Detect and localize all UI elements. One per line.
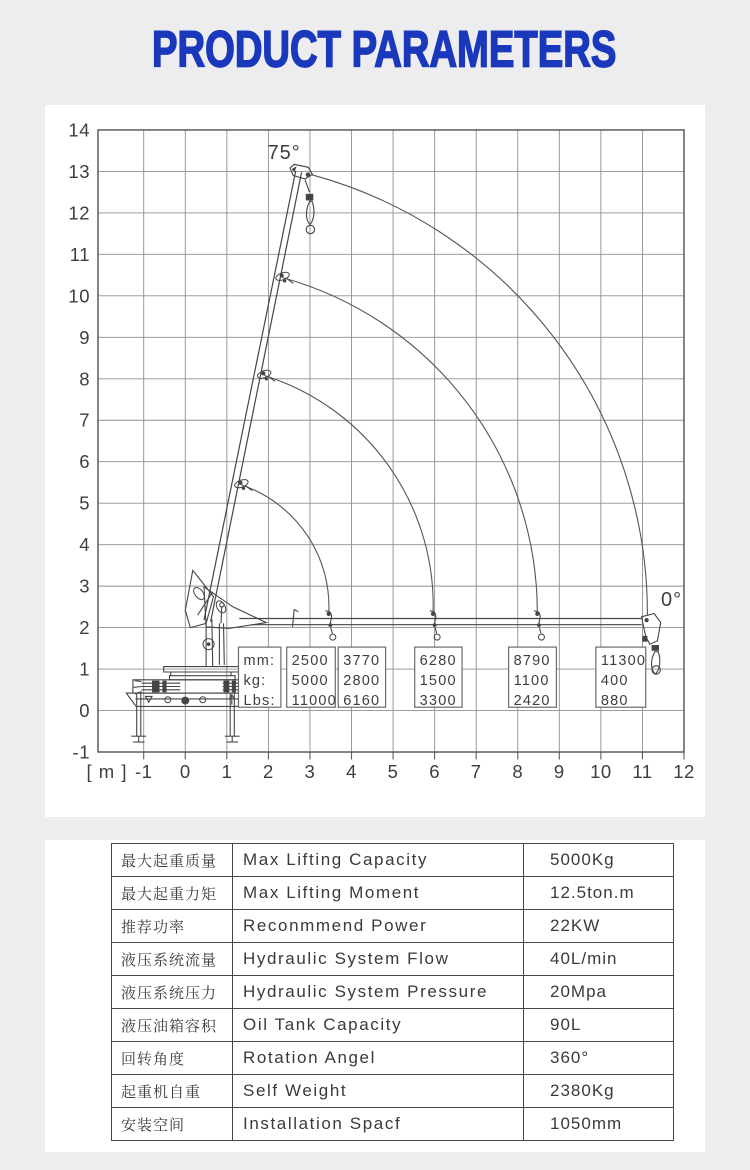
spec-en-cell: Oil Tank Capacity	[233, 1009, 524, 1042]
capacity-col-2-text: 3300	[419, 693, 457, 710]
capacity-col-4-text: 400	[600, 673, 629, 690]
y-axis-tick-label: 7	[79, 409, 90, 431]
spec-val-cell: 22KW	[524, 910, 674, 943]
capacity-col-4-text: 11300	[600, 653, 647, 670]
spec-row	[112, 1108, 674, 1141]
page-title: PRODUCT PARAMETERS	[152, 21, 617, 79]
boom-75deg	[234, 173, 315, 490]
spec-row	[112, 1042, 674, 1075]
spec-cn-cell: 最大起重质量	[112, 844, 233, 877]
capacity-col-1-text: 6160	[343, 693, 381, 710]
spec-cn-cell: 回转角度	[112, 1042, 233, 1075]
spec-cn-cell: 液压系统压力	[112, 976, 233, 1009]
y-axis-tick-label: 6	[79, 451, 90, 473]
capacity-col-4-text: 880	[600, 693, 629, 710]
spec-panel	[45, 840, 705, 1152]
spec-val-cell: 90L	[524, 1009, 674, 1042]
capacity-row-labels-text: mm:	[243, 653, 276, 670]
x-axis-tick-label: 11	[632, 761, 653, 782]
x-axis-tick-label: 0	[179, 761, 191, 782]
spec-val-cell: 20Mpa	[524, 976, 674, 1009]
x-axis-tick-label: 8	[512, 761, 524, 782]
spec-en-cell: Installation Spacf	[233, 1108, 524, 1141]
y-axis-tick-label: 8	[79, 368, 90, 390]
y-axis-tick-label: 3	[79, 575, 90, 597]
capacity-col-2-text: 1500	[419, 673, 457, 690]
y-axis-tick-label: 0	[79, 700, 90, 722]
capacity-col-3-text: 1100	[513, 673, 550, 690]
capacity-col-1-text: 3770	[343, 653, 381, 670]
spec-val-cell: 5000Kg	[524, 844, 674, 877]
x-axis-unit-label: [ m ]	[86, 761, 128, 782]
spec-val-cell: 1050mm	[524, 1108, 674, 1141]
x-axis-tick-label: 10	[590, 761, 612, 782]
y-axis-tick-label: 11	[69, 243, 90, 265]
x-axis-tick-label: 7	[470, 761, 482, 782]
boom-angle-label: 0°	[660, 589, 683, 612]
spec-row	[112, 1009, 674, 1042]
capacity-col-0-text: 2500	[291, 653, 329, 670]
y-axis-tick-label: 2	[79, 617, 90, 639]
capacity-col-2-text: 6280	[419, 653, 457, 670]
chart-panel	[45, 105, 705, 817]
spec-cn-cell: 最大起重力矩	[112, 877, 233, 910]
spec-row	[112, 976, 674, 1009]
y-axis-tick-label: 12	[68, 202, 90, 224]
x-axis-tick-label: -1	[134, 761, 153, 782]
spec-en-cell: Hydraulic System Flow	[233, 943, 524, 976]
x-axis-tick-label: 3	[304, 761, 316, 782]
spec-en-cell: Max Lifting Capacity	[233, 844, 524, 877]
spec-val-cell: 360°	[524, 1042, 674, 1075]
spec-table-body	[112, 844, 674, 1141]
y-axis-tick-label: -1	[72, 741, 90, 763]
spec-row	[112, 943, 674, 976]
y-axis-tick-label: 1	[79, 658, 90, 680]
capacity-col-3-text: 2420	[513, 693, 551, 710]
spec-en-cell: Hydraulic System Pressure	[233, 976, 524, 1009]
y-axis-tick-label: 4	[79, 534, 90, 556]
capacity-col-0-text: 11000	[291, 693, 337, 710]
capacity-row-labels-text: kg:	[243, 673, 267, 690]
spec-row	[112, 1075, 674, 1108]
spec-table	[111, 843, 674, 1141]
capacity-col-0-text: 5000	[291, 673, 329, 690]
spec-en-cell: Rotation Angel	[233, 1042, 524, 1075]
spec-cn-cell: 起重机自重	[112, 1075, 233, 1108]
capacity-row-labels-text: Lbs:	[243, 693, 276, 710]
spec-cn-cell: 安装空间	[112, 1108, 233, 1141]
x-axis-tick-label: 9	[553, 761, 565, 782]
x-axis-tick-label: 5	[387, 761, 399, 782]
spec-cn-cell: 推荐功率	[112, 910, 233, 943]
boom-angle-label: 75°	[267, 141, 301, 164]
spec-val-cell: 2380Kg	[524, 1075, 674, 1108]
spec-cn-cell: 液压油箱容积	[112, 1009, 233, 1042]
spec-val-cell: 40L/min	[524, 943, 674, 976]
working-range-arcs	[241, 175, 647, 615]
spec-row	[112, 910, 674, 943]
x-axis-tick-label: 2	[262, 761, 274, 782]
y-axis-tick-label: 13	[68, 160, 90, 182]
spec-row	[112, 844, 674, 877]
x-axis-tick-label: 12	[673, 761, 695, 782]
spec-row	[112, 877, 674, 910]
spec-en-cell: Max Lifting Moment	[233, 877, 524, 910]
spec-val-cell: 12.5ton.m	[524, 877, 674, 910]
y-axis-tick-label: 5	[79, 492, 90, 514]
spec-cn-cell: 液压系统流量	[112, 943, 233, 976]
spec-en-cell: Reconmmend Power	[233, 910, 524, 943]
capacity-col-3-text: 8790	[513, 653, 551, 670]
capacity-col-1-text: 2800	[343, 673, 381, 690]
x-axis-tick-label: 4	[346, 761, 357, 782]
crane-load-chart	[45, 105, 705, 817]
y-axis-tick-label: 9	[79, 326, 90, 348]
y-axis-tick-label: 14	[68, 119, 90, 141]
x-axis-tick-label: 1	[221, 761, 233, 782]
y-axis-tick-label: 10	[68, 285, 90, 307]
spec-en-cell: Self Weight	[233, 1075, 524, 1108]
x-axis-tick-label: 6	[429, 761, 441, 782]
